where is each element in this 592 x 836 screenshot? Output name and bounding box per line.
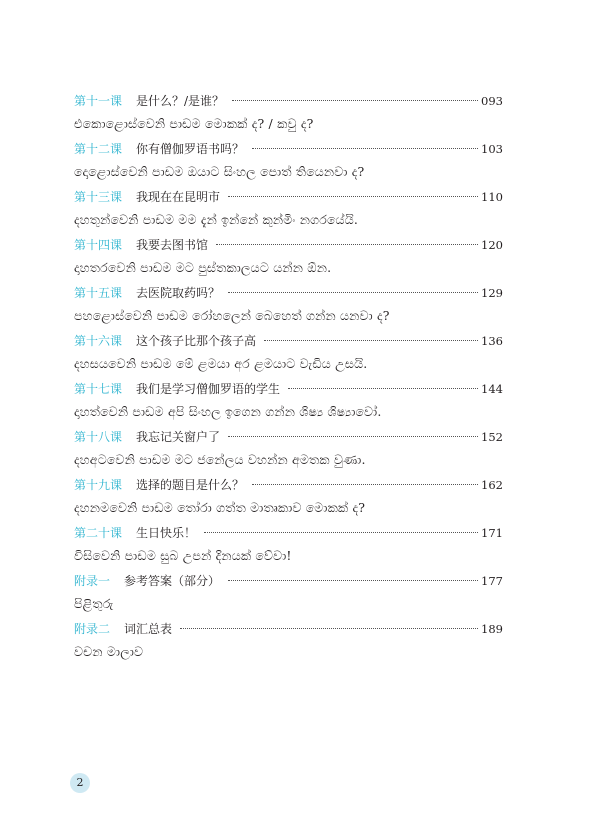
lesson-title-si: එකොළොස්වෙනි පාඩම මොකක් ද? / කවු ද?: [74, 116, 314, 131]
toc-entry[interactable]: [74, 620, 503, 668]
toc-entry-zh-line: [74, 332, 503, 352]
toc-entry-zh-line: [74, 428, 503, 448]
lesson-page-number: 129: [481, 286, 503, 300]
toc-entry[interactable]: [74, 92, 503, 140]
lesson-title-zh: 你有僧伽罗语书吗？: [136, 142, 245, 156]
lesson-title-zh: 生日快乐！: [136, 526, 197, 540]
dot-leader: [264, 340, 478, 341]
toc-entry-zh-line: [74, 620, 503, 640]
dot-leader: [228, 292, 478, 293]
toc-entry-zh-line: [74, 284, 503, 304]
lesson-page-number: 093: [481, 94, 503, 108]
dot-leader: [180, 628, 478, 629]
toc-entry[interactable]: [74, 332, 503, 380]
dot-leader: [216, 244, 478, 245]
toc-entry[interactable]: [74, 428, 503, 476]
toc-entry[interactable]: [74, 236, 503, 284]
dot-leader: [288, 388, 478, 389]
lesson-title-si: විසිවෙනි පාඩම සුබ උපන් දිනයක් වේවා!: [74, 548, 292, 563]
dot-leader: [252, 484, 478, 485]
lesson-label: 第十四课: [74, 238, 123, 252]
lesson-page-number: 162: [481, 478, 503, 492]
dot-leader: [252, 148, 478, 149]
appendix-title-zh: 词汇总表: [124, 622, 173, 636]
lesson-page-number: 120: [481, 238, 503, 252]
dot-leader: [228, 580, 478, 581]
lesson-title-si: දොළොස්වෙනි පාඩම ඔයාට සිංහල පොත් තියෙනවා ද?: [74, 164, 365, 179]
appendix-title-zh: 参考答案（部分）: [124, 574, 221, 588]
lesson-title-si: දහඅටවෙනි පාඩම මට ජනේලය වහන්න අමතක වුණා.: [74, 452, 366, 467]
lesson-title-zh: 去医院取药吗？: [136, 286, 221, 300]
toc-entry-zh-line: [74, 92, 503, 112]
lesson-title-si: දහසයවෙනි පාඩම මේ ළමයා අර ළමයාට වැඩිය උසයි.: [74, 356, 368, 371]
appendix-label: 附录一: [74, 574, 111, 588]
lesson-label: 第十八课: [74, 430, 123, 444]
toc-entry-zh-line: [74, 140, 503, 160]
lesson-title-si: පහළොස්වෙනි පාඩම රෝහලෙන් බෙහෙත් ගන්න යනවා ද?: [74, 308, 390, 323]
lesson-title-si: දාහතරවෙනි පාඩම මට පුස්තකාලයට යන්න ඕන.: [74, 260, 332, 275]
dot-leader: [232, 100, 478, 101]
toc-entry[interactable]: [74, 476, 503, 524]
lesson-page-number: 152: [481, 430, 503, 444]
lesson-page-number: 110: [481, 190, 503, 204]
lesson-page-number: 171: [481, 526, 503, 540]
lesson-label: 第十一课: [74, 94, 123, 108]
toc-entry[interactable]: [74, 572, 503, 620]
lesson-page-number: 136: [481, 334, 503, 348]
lesson-title-si: දාහත්වෙනි පාඩම අපි සිංහල ඉගෙන ගන්න ශිෂ්‍ය ශිෂ්‍යාවෝ.: [74, 404, 382, 419]
lesson-title-zh: 我要去图书馆: [136, 238, 209, 252]
lesson-label: 第十二课: [74, 142, 123, 156]
appendix-page-number: 177: [481, 574, 503, 588]
appendix-page-number: 189: [481, 622, 503, 636]
dot-leader: [228, 196, 478, 197]
lesson-title-si: දහතුන්වෙනි පාඩම මම දැන් ඉන්නේ කුන්මිං නගරයේයි.: [74, 212, 359, 227]
toc-entry-zh-line: [74, 188, 503, 208]
page-number-badge: 2: [70, 773, 90, 793]
toc-entry-zh-line: [74, 572, 503, 592]
lesson-title-si: දහනමවෙනි පාඩම තෝරා ගත්ත මාතෘකාව මොකක් ද?: [74, 500, 366, 515]
lesson-title-zh: 这个孩子比那个孩子高: [136, 334, 257, 348]
table-of-contents: [74, 92, 503, 668]
appendix-title-si: වචන මාලාව: [74, 644, 144, 659]
toc-entry[interactable]: [74, 284, 503, 332]
lesson-label: 第十六课: [74, 334, 123, 348]
toc-entry-zh-line: [74, 236, 503, 256]
appendix-title-si: පිළිතුරු: [74, 596, 114, 611]
toc-entry[interactable]: [74, 188, 503, 236]
lesson-page-number: 144: [481, 382, 503, 396]
toc-entry-zh-line: [74, 476, 503, 496]
toc-entry[interactable]: [74, 380, 503, 428]
lesson-title-zh: 我现在在昆明市: [136, 190, 221, 204]
dot-leader: [228, 436, 478, 437]
lesson-label: 第二十课: [74, 526, 123, 540]
lesson-label: 第十五课: [74, 286, 123, 300]
lesson-title-zh: 是什么？/是谁？: [136, 94, 225, 108]
toc-entry-zh-line: [74, 524, 503, 544]
lesson-label: 第十九课: [74, 478, 123, 492]
lesson-page-number: 103: [481, 142, 503, 156]
lesson-label: 第十三课: [74, 190, 123, 204]
lesson-title-zh: 选择的题目是什么？: [136, 478, 245, 492]
toc-entry-zh-line: [74, 380, 503, 400]
appendix-label: 附录二: [74, 622, 111, 636]
toc-entry[interactable]: [74, 140, 503, 188]
lesson-title-zh: 我们是学习僧伽罗语的学生: [136, 382, 281, 396]
lesson-label: 第十七课: [74, 382, 123, 396]
lesson-title-zh: 我忘记关窗户了: [136, 430, 221, 444]
toc-entry[interactable]: [74, 524, 503, 572]
dot-leader: [204, 532, 478, 533]
